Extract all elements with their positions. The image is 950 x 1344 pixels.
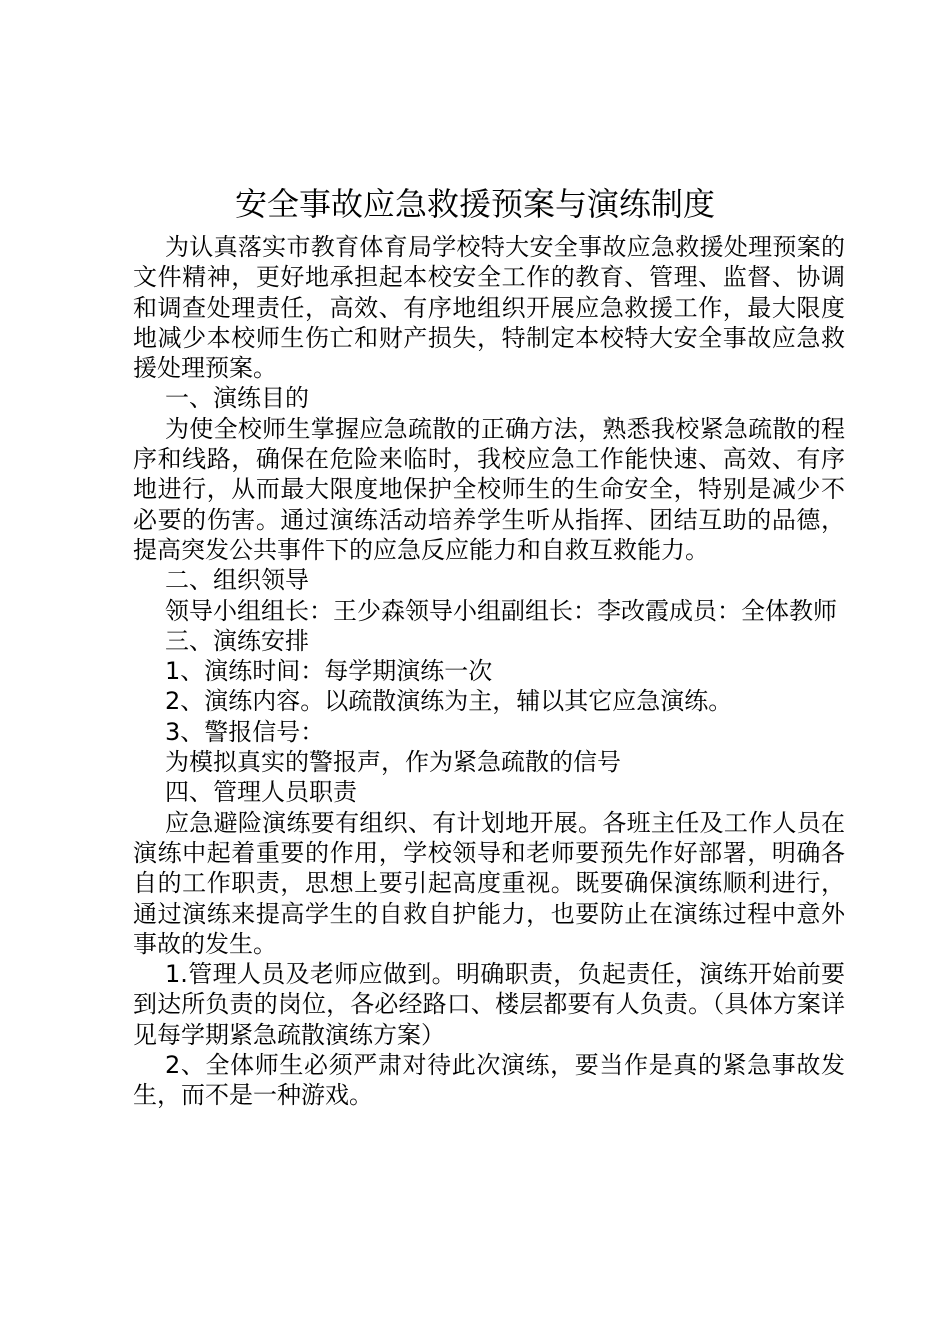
arrangement-item-signal: 3、警报信号： (165, 717, 325, 746)
arrangement-item-time: 1、演练时间：每学期演练一次 (165, 657, 493, 686)
organization-paragraph: 领导小组组长：王少森领导小组副组长：李改霞成员：全体教师 (165, 596, 837, 625)
document-body (133, 232, 845, 1111)
duties-item-staff: 1.管理人员及老师应做到。明确职责，负起责任，演练开始前要到达所负责的岗位，各必经路口、楼层都要有人负责。（具体方案详见每学期紧急疏散演练方案） (133, 960, 845, 1049)
section-heading-purpose: 一、演练目的 (165, 384, 309, 413)
section-heading-duties: 四、管理人员职责 (165, 778, 357, 807)
arrangement-item-content: 2、演练内容。以疏散演练为主，辅以其它应急演练。 (165, 687, 733, 716)
duties-paragraph: 应急避险演练要有组织、有计划地开展。各班主任及工作人员在演练中起着重要的作用，学校领导和老师要预先作好部署，明确各自的工作职责，思想上要引起高度重视。既要确保演练顺利进行，通过演练来提高学生的自救自护能力，也要防止在演练过程中意外事故的发生。 (133, 808, 845, 958)
purpose-paragraph: 为使全校师生掌握应急疏散的正确方法，熟悉我校紧急疏散的程序和线路，确保在危险来临时，我校应急工作能快速、高效、有序地进行，从而最大限度地保护全校师生的生命安全，特别是减少不必要的伤害。通过演练活动培养学生听从指挥、团结互助的品德，提高突发公共事件下的应急反应能力和自救互救能力。 (133, 414, 845, 564)
section-heading-arrangement: 三、演练安排 (165, 626, 309, 655)
section-heading-organization: 二、组织领导 (165, 566, 309, 595)
signal-description: 为模拟真实的警报声，作为紧急疏散的信号 (165, 748, 621, 777)
document-title: 安全事故应急救援预案与演练制度 (234, 185, 715, 223)
duties-item-all: 2、全体师生必须严肃对待此次演练，要当作是真的紧急事故发生，而不是一种游戏。 (133, 1051, 845, 1110)
intro-paragraph: 为认真落实市教育体育局学校特大安全事故应急救援处理预案的文件精神，更好地承担起本校安全工作的教育、管理、监督、协调和调查处理责任，高效、有序地组织开展应急救援工作，最大限度地减少本校师生伤亡和财产损失，特制定本校特大安全事故应急救援处理预案。 (133, 233, 845, 383)
